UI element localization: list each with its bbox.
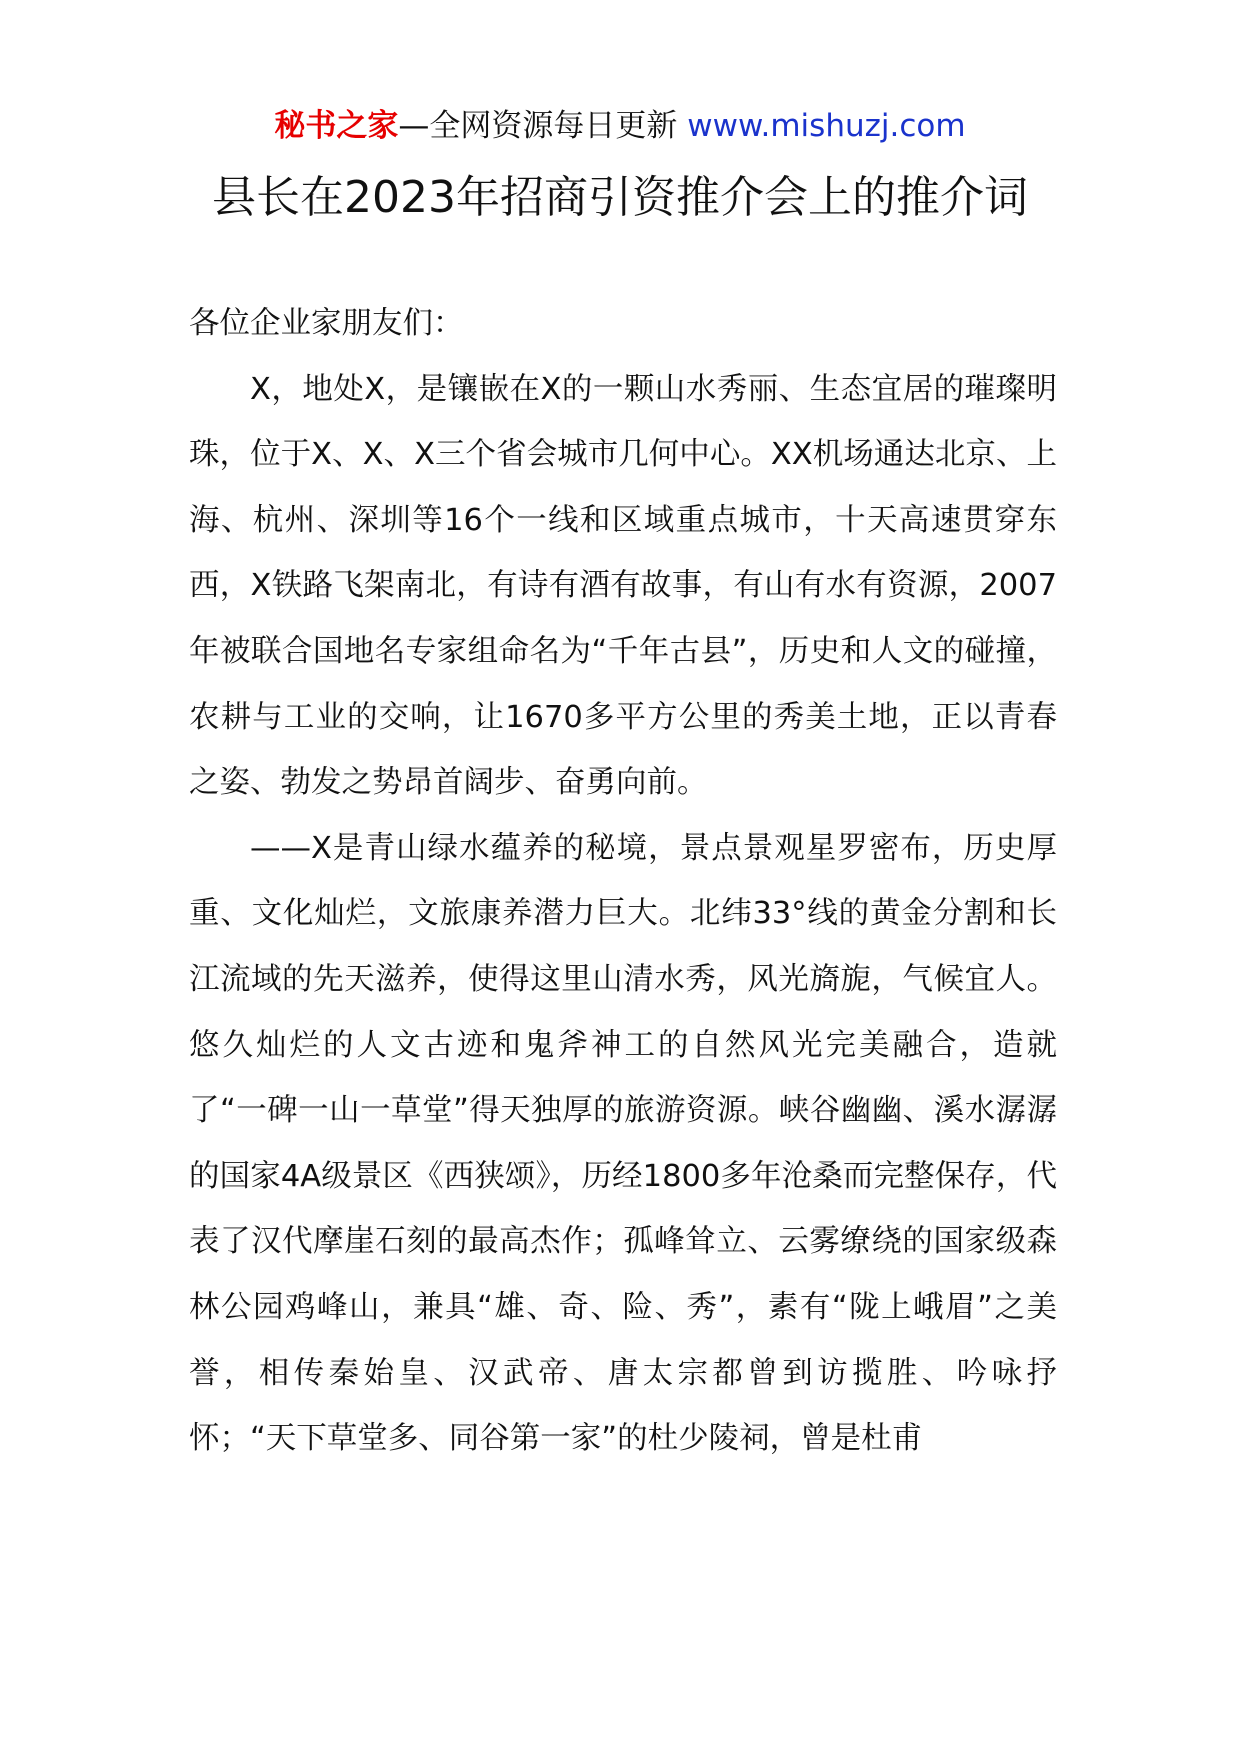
salutation: 各位企业家朋友们： bbox=[189, 306, 464, 341]
document-body bbox=[189, 291, 1057, 1472]
site-header bbox=[0, 104, 1240, 148]
header-tagline: —全网资源每日更新 bbox=[398, 108, 688, 144]
body-paragraph-2: ——X是青山绿水蕴养的秘境，景点景观星罗密布，历史厚重、文化灿烂，文旅康养潜力巨大。北纬33°线的黄金分割和长江流域的先天滋养，使得这里山清水秀，风光旖旎，气候宜人。悠久灿烂的人文古迹和鬼斧神工的自然风光完美融合，造就了“一碑一山一草堂”得天独厚的旅游资源。峡谷幽幽、溪水潺潺的国家4A级景区《西狭颂》，历经1800多年沧桑而完整保存，代表了汉代摩崖石刻的最高杰作；孤峰耸立、云雾缭绕的国家级森林公园鸡峰山，兼具“雄、奇、险、秀”，素有“陇上峨眉”之美誉，相传秦始皇、汉武帝、唐太宗都曾到访揽胜、吟咏抒怀；“天下草堂多、同谷第一家”的杜少陵祠，曾是杜甫 bbox=[189, 830, 1057, 1457]
site-url-link[interactable]: www.mishuzj.com bbox=[687, 108, 966, 144]
brand-name: 秘书之家 bbox=[274, 108, 399, 144]
document-title: 县长在2023年招商引资推介会上的推介词 bbox=[212, 172, 1028, 223]
body-paragraph-1: X，地处X，是镶嵌在X的一颗山水秀丽、生态宜居的璀璨明珠，位于X、X、X三个省会城市几何中心。XX机场通达北京、上海、杭州、深圳等16个一线和区域重点城市，十天高速贯穿东西，X铁路飞架南北，有诗有酒有故事，有山有水有资源，2007年被联合国地名专家组命名为“千年古县”，历史和人文的碰撞，农耕与工业的交响，让1670多平方公里的秀美土地，正以青春之姿、勃发之势昂首阔步、奋勇向前。 bbox=[189, 371, 1057, 801]
